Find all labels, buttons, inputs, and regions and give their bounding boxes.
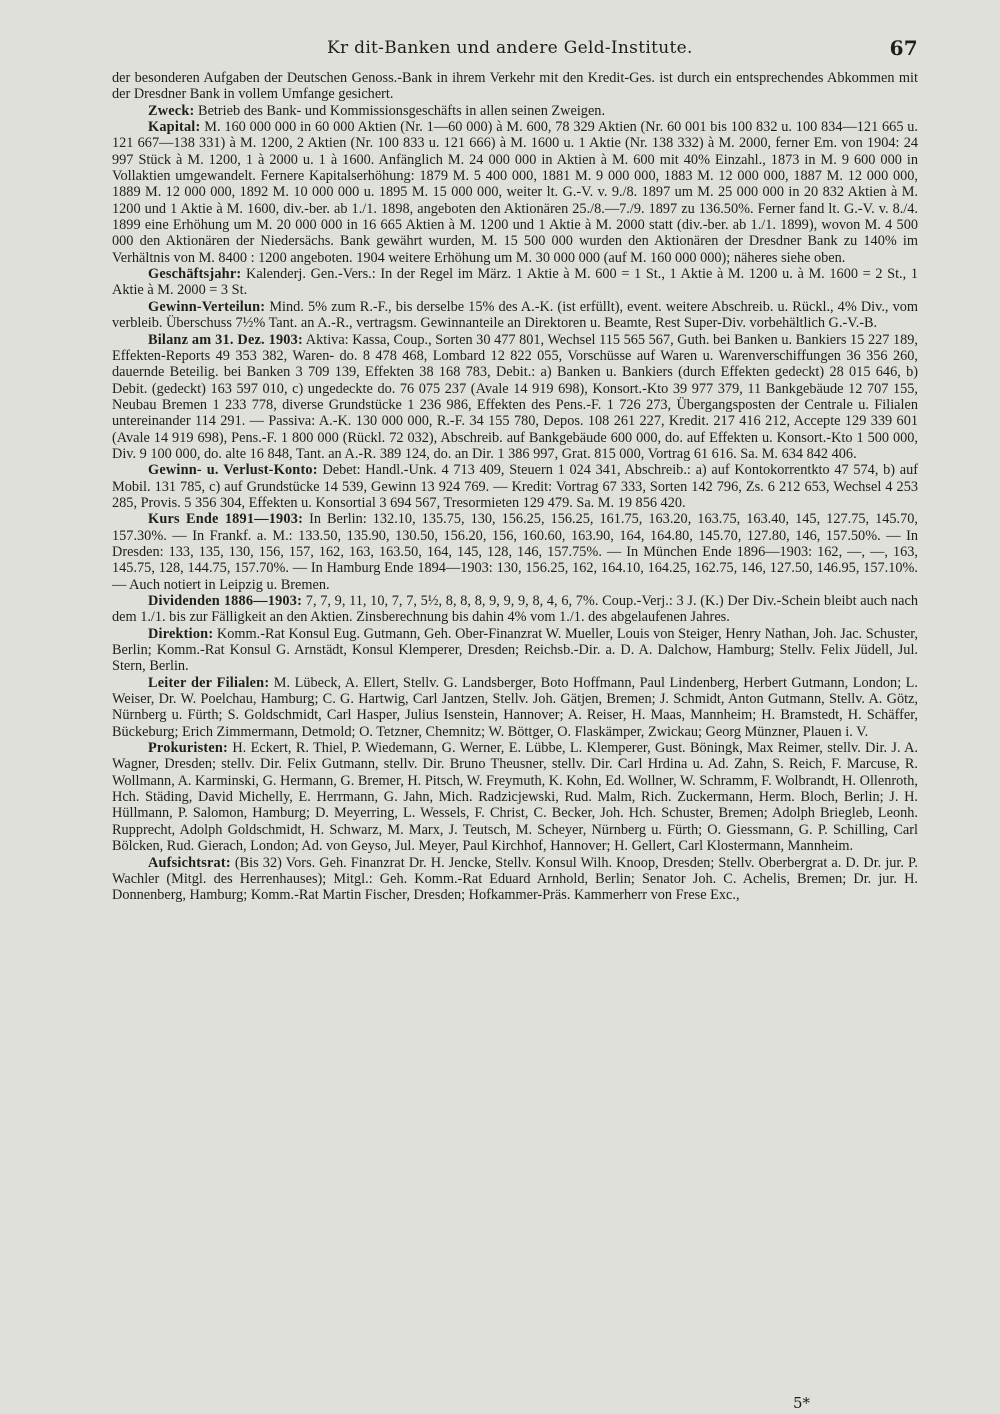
- section-label: Aufsichtsrat:: [148, 854, 231, 871]
- paragraph-text: Kalenderj. Gen.-Vers.: In der Regel im März. 1 Aktie à M. 600 = 1 St., 1 Aktie à M. 1200 u. à M. 1600 = 2 St., 1 Aktie à M. 2000 = 3 St.: [112, 266, 918, 299]
- paragraph-dividenden: [112, 593, 918, 626]
- section-label: Direktion:: [148, 625, 214, 642]
- paragraph-text: In Berlin: 132.10, 135.75, 130, 156.25, 156.25, 161.75, 163.20, 163.75, 163.40, 145, 127.75, 145.70, 157.30%. — In Frankf. a. M.: 133.50, 135.90, 130.50, 156.20, 156, 160.60, 163.90, 164, 164.80, 145.70, 127.80, 146, 157.50%. — In Dresden: 133, 135, 130, 156, 157, 162, 163, 163.50, 164, 145, 128, 146, 157.75%. — In München Ende 1896—1903: 162, —, —, 163, 145.75, 128, 144.75, 157.70%. — In Hamburg Ende 1894—1903: 130, 156.25, 162, 164.10, 164.25, 162.75, 146, 127.50, 146.95, 157.10%. — Auch notiert in Leipzig u. Bremen.: [112, 511, 918, 593]
- paragraph-text: der besonderen Aufgaben der Deutschen Genoss.-Bank in ihrem Verkehr mit den Kredit-Ges. ist durch ein entsprechendes Abkommen mit der Dresdner Bank in vollem Umfange gesichert.: [112, 70, 918, 103]
- paragraph-prokuristen: [112, 740, 918, 854]
- paragraph-text: M. Lübeck, A. Ellert, Stellv. G. Landsberger, Boto Hoffmann, Paul Lindenberg, Herbert Gutmann, London; L. Weiser, Dr. W. Poelchau, Hamburg; C. G. Hartwig, Carl Jantzen, Stellv. Joh. Gätjen, Bremen; J. Schmidt, Anton Gutmann, Stellv. A. Götz, Nürnberg u. Fürth; S. Goldschmidt, Carl Hasper, Julius Isenstein, Hannover; A. Reiser, H. Maas, Mannheim; H. Bramstedt, H. Schäffer, Bückeburg; Erich Zimmermann, Detmold; O. Tetzner, Chemnitz; W. Böttger, O. Flaskämper, Zwickau; Georg Münzner, Plauen i. V.: [112, 674, 918, 740]
- paragraph-geschaeftsjahr: [112, 266, 918, 299]
- paragraph-text: Mind. 5% zum R.-F., bis derselbe 15% des A.-K. (ist erfüllt), event. weitere Abschreib. u. Rückl., 4% Div., vom verbleib. Überschuss 7½% Tant. an A.-R., vertragsm. Gewinnanteile an Direktoren u. Beamte, Rest Super-Div. vorbehältlich G.-V.-B.: [112, 298, 918, 332]
- signature-mark: 5*: [792, 1394, 810, 1412]
- paragraph-text: Komm.-Rat Konsul Eug. Gutmann, Geh. Ober-Finanzrat W. Mueller, Louis von Steiger, Henry Nathan, Joh. Jac. Schuster, Berlin; Komm.-Rat Konsul G. Arnstädt, Konsul Klemperer, Dresden; Reichsb.-Dir. a. D. A. Dalchow, Hamburg; Stellv. Felix Jüdell, Jul. Stern, Berlin.: [112, 625, 918, 675]
- section-label: Bilanz am 31. Dez. 1903:: [148, 331, 303, 348]
- paragraph-text: M. 160 000 000 in 60 000 Aktien (Nr. 1—60 000) à M. 600, 78 329 Aktien (Nr. 60 001 bis 100 832 u. 100 834—121 665 u. 121 667—138 331) à M. 1200, 2 Aktien (Nr. 100 833 u. 121 666) à M. 1600 u. 1 Aktie (Nr. 138 332) à M. 2000, ferner Em. von 1904: 24 997 Stück à M. 1200, 1 à 2000 u. 1 à 1600. Anfänglich M. 24 000 000 in Aktien à M. 600 mit 40% Einzahl., 1873 in M. 9 600 000 in Vollaktien umgewandelt. Fernere Kapitalserhöhung: 1879 M. 5 400 000, 1881 M. 9 000 000, 1883 M. 12 000 000, 1887 M. 12 000 000, 1889 M. 12 000 000, 1892 M. 10 000 000 u. 1895 M. 15 000 000, weiter lt. G.-V. v. 9./8. 1897 um M. 25 000 000 in 20 832 Aktien à M. 1200 und 1 Aktie à M. 1600, div.-ber. ab 1./1. 1898, angeboten den Aktionären 25./8.—7./9. 1897 zu 136.50%. Ferner fand lt. G.-V. v. 8./4. 1899 eine Erhöhung um M. 20 000 000 in 16 665 Aktien à M. 1200 und 1 Aktie à M. 2000 statt (div.-ber. ab 1./1. 1899), wovon M. 4 500 000 den Aktionären der Niedersächs. Bank gewährt wurden, M. 15 500 000 wurden den Aktionären der Dresdner Bank zu 140% im Verhältnis von M. 8400 : 1200 angeboten. 1904 weitere Erhöhung um M. 30 000 000 (auf M. 160 000 000); näheres siehe oben.: [112, 119, 918, 266]
- paragraph-text: H. Eckert, R. Thiel, P. Wiedemann, G. Werner, E. Lübbe, L. Klemperer, Gust. Böningk, Max Reimer, stellv. Dir. J. A. Wagner, Dresden; stellv. Dir. Felix Gutmann, stellv. Dir. Bruno Theusner, stellv. Dir. Carl Hrdina u. Ad. Zahn, S. Reich, F. Marcuse, R. Wollmann, A. Karminski, G. Hermann, G. Bremer, H. Pitsch, W. Freymuth, K. Kohn, Ed. Wollner, W. Schramm, F. Wolbrandt, H. Ollenroth, Hch. Städing, David Michelly, E. Herrmann, G. Jahn, Mich. Radzicjewski, Rud. Malm, Rich. Zuckermann, Herm. Bloch, Berlin; J. H. Hüllmann, P. Salomon, Hamburg; D. Meyerring, L. Wessels, F. Christ, C. Becker, Joh. Hch. Schuster, Bremen; Adolph Briegleb, Leonh. Rupprecht, Adolph Goldschmidt, H. Schwarz, M. Marx, J. Teutsch, M. Scheyer, Nürnberg u. Fürth; O. Giessmann, G. P. Schilling, Carl Bölcken, Rud. Gierach, London; Ad. von Geyso, Jul. Meyer, Paul Kirchhof, Hannover; H. Gellert, Carl Klostermann, Mannheim.: [112, 740, 918, 855]
- section-label: Kapital:: [148, 119, 201, 136]
- paragraph-text: Betrieb des Bank- und Kommissionsgeschäfts in allen seinen Zweigen.: [194, 102, 606, 119]
- page-number: 67: [889, 36, 918, 60]
- paragraph-text: (Bis 32) Vors. Geh. Finanzrat Dr. H. Jencke, Stellv. Konsul Wilh. Knoop, Dresden; Stellv. Oberbergrat a. D. Dr. jur. P. Wachler (Mitgl. des Herrenhauses); Mitgl.: Geh. Komm.-Rat Eduard Arnhold, Berlin; Senator Joh. C. Achelis, Bremen; Dr. jur. H. Donnenberg, Hamburg; Komm.-Rat Martin Fischer, Dresden; Hofkammer-Präs. Kammerherr von Frese Exc.,: [112, 854, 918, 904]
- paragraph-text: Debet: Handl.-Unk. 4 713 409, Steuern 1 024 341, Abschreib.: a) auf Kontokorrentkto 47 574, b) auf Mobil. 131 785, c) auf Grundstücke 14 539, Gewinn 13 924 769. — Kredit: Vortrag 67 333, Sorten 142 796, Zs. 6 212 653, Wechsel 4 253 285, Provis. 5 356 304, Effekten u. Konsortial 3 694 567, Tresormieten 129 479. Sa. M. 19 856 420.: [112, 462, 918, 511]
- paragraph-text: 7, 7, 9, 11, 10, 7, 7, 5½, 8, 8, 8, 9, 9, 9, 8, 4, 6, 7%. Coup.-Verj.: 3 J. (K.) Der Div.-Schein bleibt auch nach dem 1./1. bis zur Fälligkeit an den Aktien. Zinsberechnung bis dahin 4% vom 1./1. des abgelaufenen Jahres.: [112, 593, 918, 626]
- paragraph-zweck: [112, 103, 918, 119]
- section-label: Geschäftsjahr:: [148, 266, 242, 283]
- section-label: Leiter der Filialen:: [148, 674, 270, 691]
- paragraph-kurs: [112, 511, 918, 593]
- section-label: Gewinn- u. Verlust-Konto:: [148, 462, 318, 479]
- paragraph-kapital: [112, 119, 918, 266]
- paragraph-leiter: [112, 675, 918, 740]
- paragraph-gewinn-verlust: [112, 462, 918, 511]
- page-body: [112, 70, 918, 904]
- running-title: Kr dit-Banken und andere Geld-Institute.: [327, 38, 693, 58]
- paragraph-gewinn-verteilung: [112, 299, 918, 332]
- section-label: Prokuristen:: [148, 740, 228, 757]
- page-header: [112, 38, 918, 70]
- section-label: Gewinn-Verteilun:: [148, 298, 266, 315]
- paragraph-text: Aktiva: Kassa, Coup., Sorten 30 477 801, Wechsel 115 565 567, Guth. bei Banken u. Bankiers 15 227 189, Effekten-Reports 49 353 382, Waren- do. 8 478 468, Lombard 12 822 055, Vorschüsse auf Waren u. Warenverschiffungen 36 356 260, dauernde Beteilig. bei Banken 3 709 139, Effekten 38 168 783, Debit.: a) Banken u. Bankiers (durch Effekten gedeckt) 28 015 646, b) Debit. (gedeckt) 163 597 010, c) ungedeckte do. 76 075 237 (Avale 14 919 698), Konsort.-Kto 39 977 379, 11 Bankgebäude 12 707 155, Neubau Bremen 1 233 778, diverse Grundstücke 1 236 986, Effekten des Pens.-F. 1 726 273, Übergangsposten der Centrale u. Filialen untereinander 114 291. — Passiva: A.-K. 130 000 000, R.-F. 34 155 780, Depos. 108 261 227, Kredit. 217 416 212, Accepte 129 339 601 (Avale 14 919 698), Pens.-F. 1 800 000 (Rückl. 72 032), Abschreib. auf Bankgebäude 600 000, do. auf Effekten u. Konsort.-Kto 1 500 000, Div. 9 100 000, do. alte 16 848, Tant. an A.-R. 389 124, do. an Dir. 1 386 997, Grat. 815 000, Vortrag 61 616. Sa. M. 634 842 406.: [112, 331, 918, 462]
- section-label: Dividenden 1886—1903:: [148, 593, 303, 609]
- section-label: Zweck:: [148, 102, 195, 119]
- paragraph-direktion: [112, 626, 918, 675]
- paragraph-intro: [112, 70, 918, 103]
- paragraph-bilanz: [112, 332, 918, 463]
- section-label: Kurs Ende 1891—1903:: [148, 511, 304, 528]
- paragraph-aufsichtsrat: [112, 855, 918, 904]
